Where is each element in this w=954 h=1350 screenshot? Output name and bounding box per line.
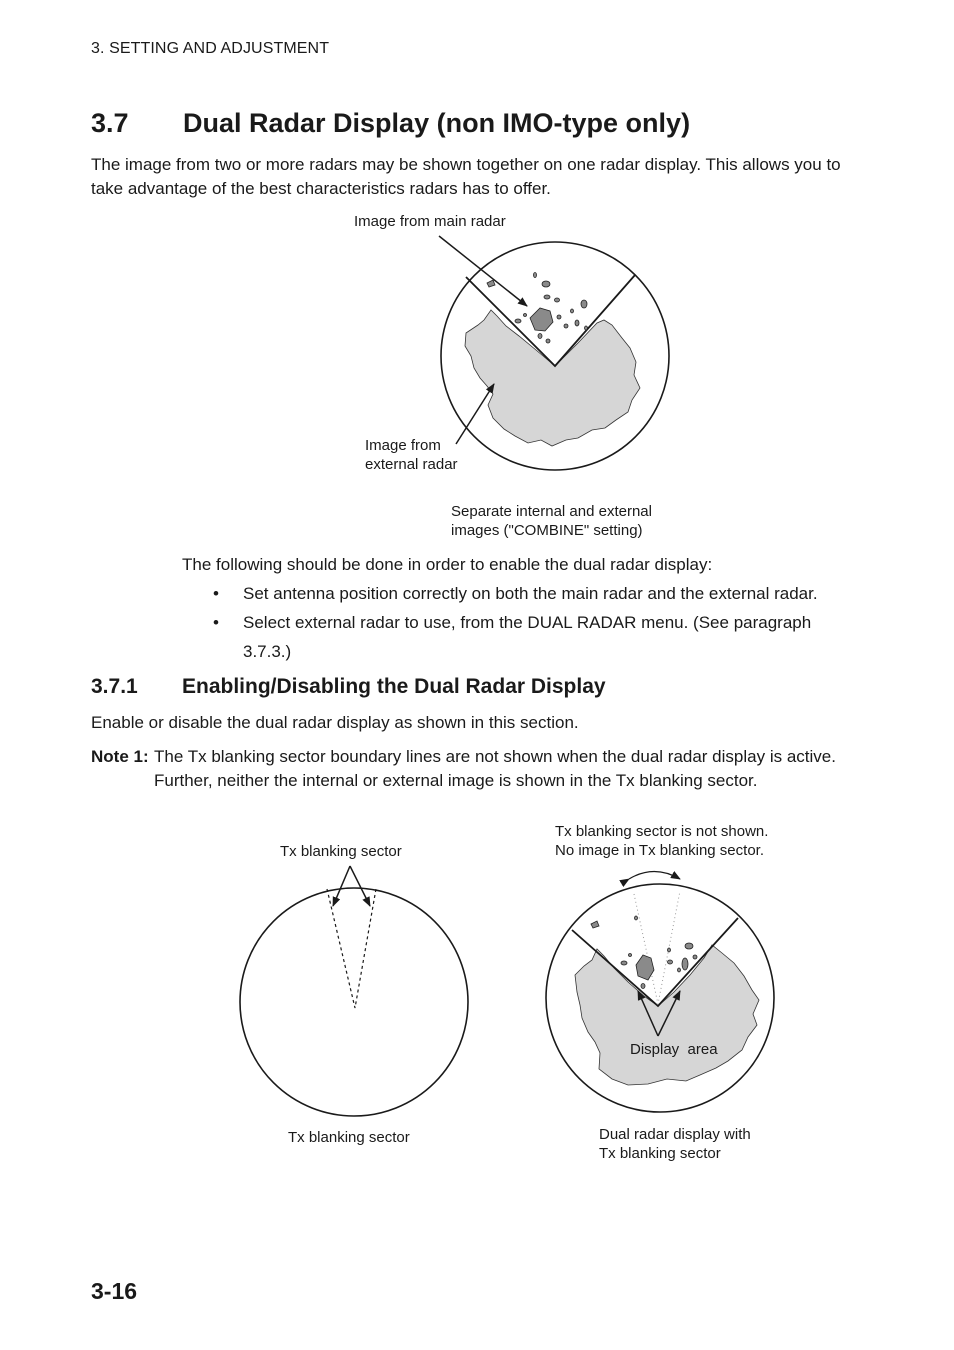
figure2-left-radar: [240, 866, 468, 1116]
bullet-icon: •: [213, 613, 219, 632]
figure1-radar: [439, 236, 669, 470]
subsection-number: 3.7.1: [91, 675, 138, 698]
list-item-text: Select external radar to use, from the DUAL RADAR menu. (See paragraph 3.7.3.): [243, 613, 812, 661]
note-block: [91, 745, 851, 793]
page-number: 3-16: [91, 1278, 138, 1304]
section-intro-paragraph: The image from two or more radars may be shown together on one radar display. This allows you to take advantage of the best characteristics radars has to offer.: [91, 155, 841, 198]
figure1-caption-line1: Separate internal and external: [451, 503, 652, 520]
figure1-caption: [451, 502, 652, 540]
caption-dual-radar: [599, 1125, 751, 1163]
caption-dual-radar-line2: Tx blanking sector: [599, 1145, 721, 1162]
label-tx-not-shown-line2: No image in Tx blanking sector.: [555, 842, 764, 859]
label-external-radar-line1: Image from: [365, 437, 441, 454]
steps-list: [213, 579, 853, 666]
section-number: 3.7: [91, 108, 129, 138]
list-item: [213, 579, 853, 608]
running-header: 3. SETTING AND ADJUSTMENT: [91, 40, 330, 57]
figure2-right-radar: [546, 872, 774, 1113]
bullet-icon: •: [213, 584, 219, 603]
label-tx-blanking-top: Tx blanking sector: [280, 843, 402, 860]
rotation-arc-arrow: [629, 872, 680, 880]
list-item-text: Set antenna position correctly on both the main radar and the external radar.: [243, 584, 818, 603]
label-tx-not-shown: [555, 822, 768, 860]
label-tx-not-shown-line1: Tx blanking sector is not shown.: [555, 823, 769, 840]
caption-tx-blanking-left: Tx blanking sector: [288, 1129, 410, 1146]
subsection-title: Enabling/Disabling the Dual Radar Display: [182, 675, 606, 698]
label-main-radar: Image from main radar: [354, 213, 506, 230]
label-display-area: Display area: [630, 1041, 718, 1058]
subsection-heading: [91, 675, 606, 699]
label-external-radar: [365, 436, 458, 474]
steps-intro: The following should be done in order to enable the dual radar display:: [182, 555, 713, 574]
caption-dual-radar-line1: Dual radar display with: [599, 1126, 751, 1143]
label-external-radar-line2: external radar: [365, 456, 458, 473]
section-heading: [91, 108, 690, 139]
note-label: Note 1:: [91, 747, 149, 766]
note-text: The Tx blanking sector boundary lines are not shown when the dual radar display is active. Further, neither the internal or external image is shown in the Tx blanking sector.: [154, 747, 836, 790]
list-item: [213, 608, 853, 666]
subsection-intro: Enable or disable the dual radar display as shown in this section.: [91, 713, 579, 732]
figure1-caption-line2: images ("COMBINE" setting): [451, 522, 643, 539]
section-title: Dual Radar Display (non IMO-type only): [183, 108, 691, 138]
